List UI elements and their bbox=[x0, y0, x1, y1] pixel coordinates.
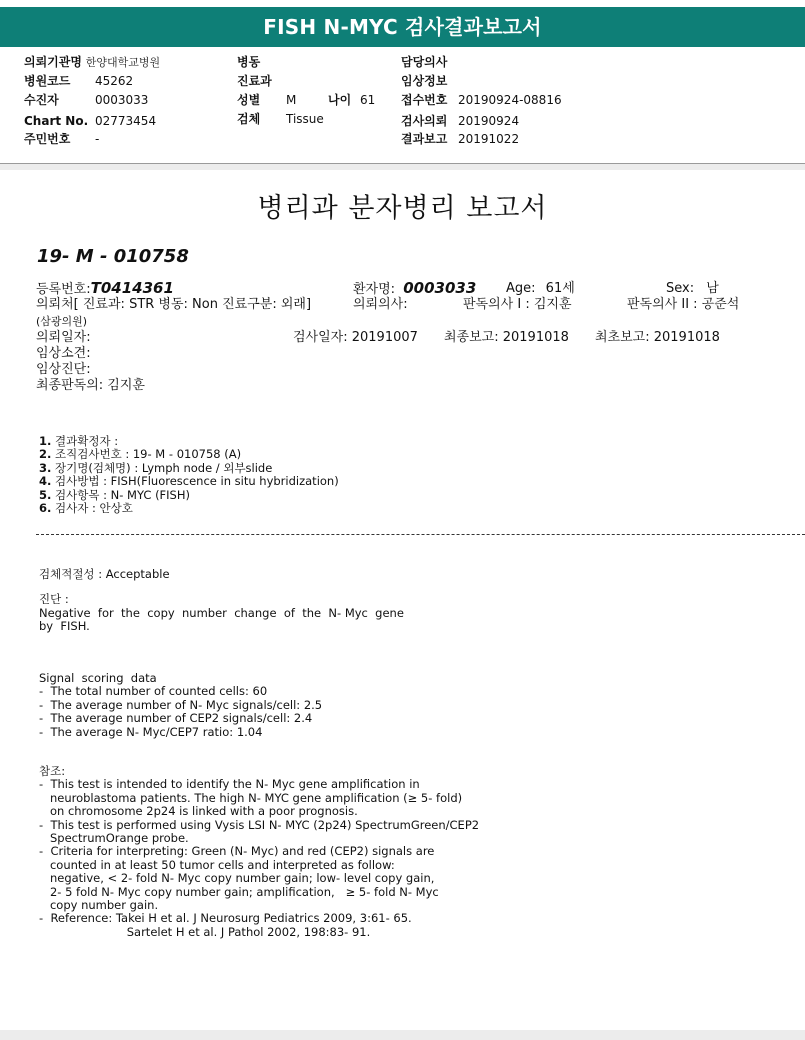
section-divider bbox=[36, 534, 805, 535]
patient-name-label: 환자명: bbox=[353, 282, 396, 297]
registration-number: T0414361 bbox=[90, 279, 174, 297]
doctor-label: 담당의사 bbox=[401, 55, 448, 69]
clinical-diagnosis-label: 임상진단: bbox=[36, 362, 91, 377]
reference-line: SpectrumOrange probe. bbox=[39, 831, 189, 845]
list-item: 3. 장기명(검체명) : Lymph node / 외부slide bbox=[39, 460, 273, 475]
signal-line: - The average number of CEP2 signals/cell: 2.4 bbox=[39, 711, 313, 726]
reference-line: counted in at least 50 tumor cells and interpreted as follow: bbox=[39, 857, 395, 872]
reference-line: 2- 5 fold N- Myc copy number gain; amplification, ≥ 5- fold N- Myc bbox=[39, 884, 439, 899]
referring-doctor-label: 의뢰의사: bbox=[353, 297, 408, 312]
report-title: 병리과 분자병리 보고서 bbox=[257, 193, 548, 224]
reference-line: - Reference: Takei H et al. J Neurosurg Pediatrics 2009, 3:61- 65. bbox=[39, 911, 412, 926]
clinical-info-label: 임상정보 bbox=[401, 74, 448, 88]
hospital-code-value: 45262 bbox=[95, 74, 134, 88]
report-header-title: FISH N-MYC 검사결과보고서 bbox=[0, 7, 805, 47]
report-age-value: 61세 bbox=[545, 281, 575, 296]
reference-line: copy number gain. bbox=[39, 898, 159, 912]
sex-row bbox=[666, 280, 719, 297]
referral-sub: (삼광의원) bbox=[36, 315, 88, 328]
final-report-date: 최종보고: 20191018 bbox=[444, 330, 569, 345]
list-item: 2. 조직검사번호 : 19- M - 010758 (A) bbox=[39, 447, 242, 462]
header-gap bbox=[0, 164, 805, 170]
sex-label: 성별 bbox=[237, 93, 261, 107]
specimen-value: Tissue bbox=[286, 112, 324, 126]
ward-label: 병동 bbox=[237, 55, 261, 69]
result-label: 결과보고 bbox=[401, 132, 448, 146]
hospital-code-label: 병원코드 bbox=[24, 74, 71, 88]
chart-label: Chart No. bbox=[24, 114, 89, 128]
reference-label: 참조: bbox=[39, 764, 66, 778]
first-report-date: 최초보고: 20191018 bbox=[595, 330, 720, 345]
signal-line: - The total number of counted cells: 60 bbox=[39, 684, 268, 699]
patient-label: 수진자 bbox=[24, 93, 59, 107]
reference-line: - This test is performed using Vysis LSI N- MYC (2p24) SpectrumGreen/CEP2 bbox=[39, 817, 480, 832]
referral-line: 의뢰처[ 진료과: STR 병동: Non 진료구분: 외래] bbox=[36, 297, 312, 312]
clinical-findings-label: 임상소견: bbox=[36, 346, 91, 361]
specimen-adequacy: 검체적절성 : Acceptable bbox=[39, 567, 170, 581]
reference-line: neuroblastoma patients. The high N- MYC gene amplification (≥ 5- fold) bbox=[39, 790, 463, 805]
age-label: 나이 bbox=[328, 93, 352, 107]
request-label: 검사의뢰 bbox=[401, 114, 448, 128]
patient-name-value: 0003033 bbox=[403, 279, 477, 297]
reference-line: - This test is intended to identify the N- Myc gene amplification in bbox=[39, 777, 420, 792]
list-item: 4. 검사방법 : FISH(Fluorescence in situ hybridization) bbox=[39, 474, 339, 489]
reference-line: negative, < 2- fold N- Myc copy number gain; low- level copy gain, bbox=[39, 871, 435, 886]
case-number: 19- M - 010758 bbox=[37, 246, 189, 267]
reference-line: on chromosome 2p24 is linked with a poor prognosis. bbox=[39, 804, 358, 819]
reference-line: Sartelet H et al. J Pathol 2002, 198:83- 91. bbox=[39, 924, 371, 939]
reader-2: 판독의사 II : 공준석 bbox=[627, 297, 740, 312]
patient-value: 0003033 bbox=[95, 93, 149, 107]
signal-line: - The average number of N- Myc signals/cell: 2.5 bbox=[39, 697, 323, 712]
test-date: 검사일자: 20191007 bbox=[293, 330, 418, 345]
institution-label: 의뢰기관명 bbox=[24, 55, 82, 69]
specimen-label: 검체 bbox=[237, 112, 261, 126]
request-value: 20190924 bbox=[458, 114, 520, 128]
report-sex-value: 남 bbox=[706, 281, 719, 296]
sex-value: M bbox=[286, 93, 297, 107]
list-item: 1. 결과확정자 : bbox=[39, 434, 119, 448]
report-sex-label: Sex: bbox=[666, 281, 695, 296]
signal-title: Signal scoring data bbox=[39, 671, 157, 685]
chart-value: 02773454 bbox=[95, 114, 157, 128]
signal-line: - The average N- Myc/CEP7 ratio: 1.04 bbox=[39, 724, 263, 739]
registration-label: 등록번호: bbox=[36, 282, 91, 297]
receipt-value: 20190924-08816 bbox=[458, 93, 562, 107]
age-row bbox=[506, 280, 575, 297]
age-value: 61 bbox=[360, 93, 376, 107]
reader-1: 판독의사 I : 김지훈 bbox=[463, 297, 572, 312]
institution-row bbox=[24, 53, 160, 72]
institution-value: 한양대학교병원 bbox=[85, 56, 161, 69]
resident-value: - bbox=[95, 132, 100, 146]
report-age-label: Age: bbox=[506, 281, 536, 296]
diagnosis-line-2: by FISH. bbox=[39, 619, 90, 634]
receipt-label: 접수번호 bbox=[401, 93, 448, 107]
referral-date-label: 의뢰일자: bbox=[36, 330, 91, 345]
final-reader: 최종판독의: 김지훈 bbox=[36, 378, 145, 393]
diagnosis-line-1: Negative for the copy number change of the N- Myc gene bbox=[39, 606, 404, 620]
list-item: 5. 검사항목 : N- MYC (FISH) bbox=[39, 487, 190, 502]
list-item: 6. 검사자 : 안상호 bbox=[39, 501, 133, 515]
result-value: 20191022 bbox=[458, 132, 520, 146]
diagnosis-label: 진단 : bbox=[39, 592, 69, 606]
dept-label: 진료과 bbox=[237, 74, 272, 88]
resident-label: 주민번호 bbox=[24, 132, 71, 146]
reference-line: - Criteria for interpreting: Green (N- Myc) and red (CEP2) signals are bbox=[39, 844, 435, 859]
